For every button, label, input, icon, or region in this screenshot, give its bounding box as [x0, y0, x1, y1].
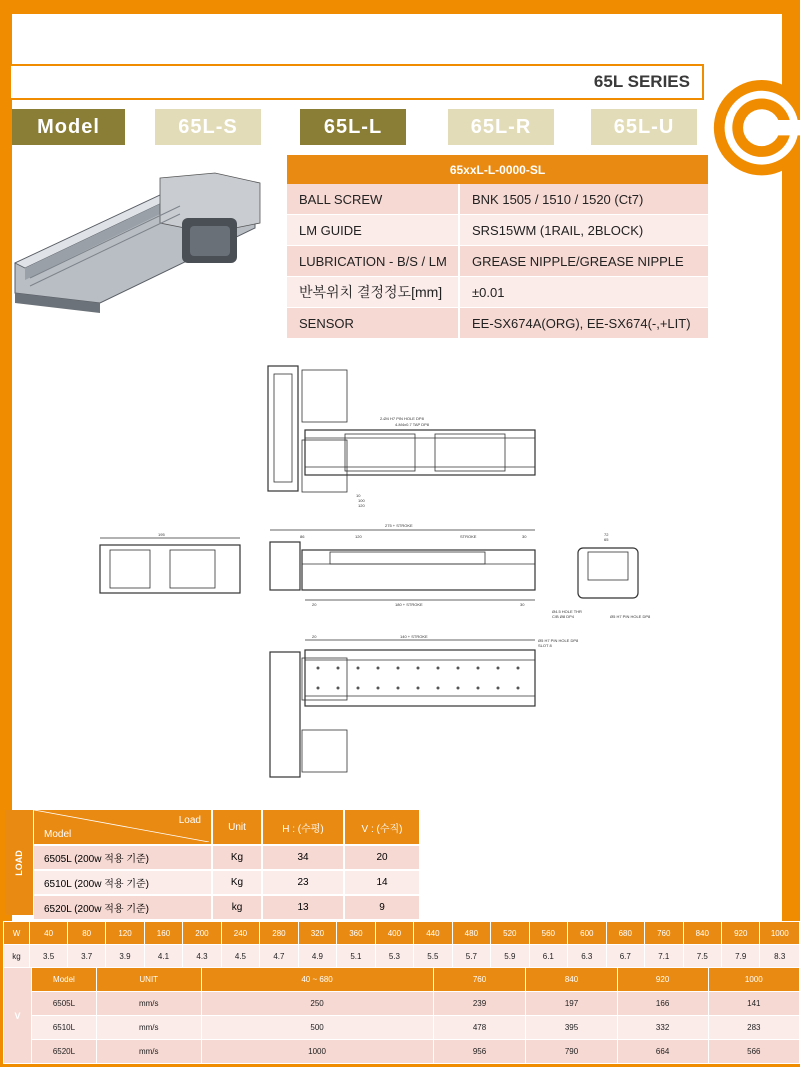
load-h: 23 — [261, 871, 343, 896]
kg-value: 3.7 — [68, 945, 106, 968]
speed-cell: 239 — [433, 992, 526, 1016]
kg-value: 4.1 — [144, 945, 182, 968]
speed-cell: 166 — [617, 992, 708, 1016]
drawing-label: 195 — [158, 532, 165, 537]
drawing-label: 20 — [312, 634, 317, 639]
drawing-label: 120 — [358, 503, 365, 508]
table-row — [4, 992, 800, 1016]
kg-value: 4.7 — [260, 945, 298, 968]
spec-row — [287, 308, 708, 339]
speed-header: 920 — [617, 968, 708, 992]
speed-table — [3, 967, 800, 1064]
drawing-label: 4-M4x0.7 TAP DP8 — [395, 422, 430, 427]
tab-65l-s[interactable]: 65L-S — [155, 109, 261, 145]
drawing-label: 180 + STROKE — [395, 602, 423, 607]
table-row — [34, 896, 419, 921]
speed-header-row — [4, 968, 800, 992]
speed-cell: 283 — [708, 1016, 799, 1040]
drawing-label: Ø5 H7 PIN HOLE DP8 — [538, 638, 579, 643]
load-v: 20 — [343, 846, 419, 871]
drawing-label: 86 — [300, 534, 305, 539]
drawing-label: Ø5 H7 PIN HOLE DP8 — [610, 614, 651, 619]
speed-cell: mm/s — [96, 1040, 201, 1064]
kg-value: 4.3 — [183, 945, 221, 968]
series-title: 65L SERIES — [593, 72, 690, 91]
speed-cell: mm/s — [96, 992, 201, 1016]
speed-cell: 664 — [617, 1040, 708, 1064]
table-row — [4, 1016, 800, 1040]
weight-kg-row — [4, 945, 800, 968]
w-value: 520 — [491, 922, 529, 945]
load-v: 9 — [343, 896, 419, 921]
table-row — [4, 1040, 800, 1064]
w-value: 160 — [144, 922, 182, 945]
spec-title: 65xxL-L-0000-SL — [287, 155, 708, 184]
drawing-label: 120 — [355, 534, 362, 539]
speed-cell: mm/s — [96, 1016, 201, 1040]
kg-value: 4.9 — [298, 945, 336, 968]
load-header-label: Load — [178, 815, 201, 826]
drawing-label: 10 — [356, 493, 361, 498]
speed-cell: 250 — [201, 992, 433, 1016]
speed-header: Model — [32, 968, 97, 992]
speed-cell: 566 — [708, 1040, 799, 1064]
speed-cell: 478 — [433, 1016, 526, 1040]
w-value: 680 — [606, 922, 644, 945]
speed-header: UNIT — [96, 968, 201, 992]
load-model: 6510L (200w 적용 기준) — [34, 871, 211, 896]
w-value: 360 — [337, 922, 375, 945]
load-unit: kg — [211, 896, 261, 921]
speed-cell: 1000 — [201, 1040, 433, 1064]
frame-top — [0, 0, 800, 14]
kg-value: 3.9 — [106, 945, 144, 968]
tab-model[interactable]: Model — [12, 109, 125, 145]
load-h: 34 — [261, 846, 343, 871]
spec-value: BNK 1505 / 1510 / 1520 (Ct7) — [459, 184, 708, 215]
w-value: 840 — [683, 922, 721, 945]
speed-cell: 6520L — [32, 1040, 97, 1064]
v-header: V : (수직) — [343, 810, 419, 846]
w-value: 560 — [529, 922, 567, 945]
drawing-label: 30 — [522, 534, 527, 539]
load-header-row — [34, 810, 419, 846]
table-row — [34, 871, 419, 896]
weight-w-row — [4, 922, 800, 945]
w-value: 120 — [106, 922, 144, 945]
speed-cell: 6505L — [32, 992, 97, 1016]
h-header: H : (수평) — [261, 810, 343, 846]
spec-table — [287, 155, 708, 339]
kg-value: 5.5 — [414, 945, 452, 968]
spec-row — [287, 215, 708, 246]
speed-side-label: V — [4, 968, 32, 1064]
speed-cell: 395 — [526, 1016, 617, 1040]
drawing-label: Ø4.5 HOLE THR — [552, 609, 582, 614]
load-model: 6520L (200w 적용 기준) — [34, 896, 211, 921]
spec-label: 반복위치 결정정도[mm] — [287, 277, 459, 308]
tab-65l-r[interactable]: 65L-R — [448, 109, 554, 145]
drawing-label: 140 + STROKE — [400, 634, 428, 639]
w-value: 320 — [298, 922, 336, 945]
w-value: 80 — [68, 922, 106, 945]
tab-65l-l[interactable]: 65L-L — [300, 109, 406, 145]
product-image — [10, 168, 280, 328]
kg-value: 5.7 — [452, 945, 490, 968]
kg-value: 7.9 — [722, 945, 760, 968]
speed-header: 1000 — [708, 968, 799, 992]
load-side-label: LOAD — [5, 810, 33, 915]
drawing-label: 72 — [604, 532, 609, 537]
tab-65l-u[interactable]: 65L-U — [591, 109, 697, 145]
drawing-label: 30 — [520, 602, 525, 607]
load-h: 13 — [261, 896, 343, 921]
technical-drawing — [90, 360, 690, 785]
kg-value: 7.5 — [683, 945, 721, 968]
weight-table — [3, 921, 800, 968]
load-unit: Kg — [211, 846, 261, 871]
series-title-bar — [9, 64, 704, 100]
spec-label: BALL SCREW — [287, 184, 459, 215]
drawing-label: 65 — [604, 537, 609, 542]
kg-value: 4.5 — [221, 945, 259, 968]
kg-value: 5.3 — [375, 945, 413, 968]
kg-value: 6.1 — [529, 945, 567, 968]
kg-value: 6.7 — [606, 945, 644, 968]
drawing-label: C/B Ø8 DP4 — [552, 614, 575, 619]
speed-cell: 500 — [201, 1016, 433, 1040]
w-value: 600 — [568, 922, 606, 945]
w-value: 760 — [645, 922, 683, 945]
spec-label: SENSOR — [287, 308, 459, 339]
speed-cell: 197 — [526, 992, 617, 1016]
kg-value: 8.3 — [760, 945, 800, 968]
spec-value: GREASE NIPPLE/GREASE NIPPLE — [459, 246, 708, 277]
kg-value: 5.1 — [337, 945, 375, 968]
drawing-label: SLOT 8 — [538, 643, 552, 648]
spec-row — [287, 184, 708, 215]
kg-value: 5.9 — [491, 945, 529, 968]
brand-logo-icon — [700, 70, 800, 220]
spec-value: EE-SX674A(ORG), EE-SX674(-,+LIT) — [459, 308, 708, 339]
w-label: W — [4, 922, 30, 945]
load-v: 14 — [343, 871, 419, 896]
w-value: 280 — [260, 922, 298, 945]
speed-cell: 141 — [708, 992, 799, 1016]
w-value: 400 — [375, 922, 413, 945]
w-value: 200 — [183, 922, 221, 945]
w-value: 440 — [414, 922, 452, 945]
speed-cell: 6510L — [32, 1016, 97, 1040]
kg-label: kg — [4, 945, 30, 968]
w-value: 480 — [452, 922, 490, 945]
spec-row — [287, 246, 708, 277]
drawing-label: 275 + STROKE — [385, 523, 413, 528]
load-model-header — [34, 810, 211, 846]
speed-header: 760 — [433, 968, 526, 992]
load-table — [34, 810, 419, 921]
spec-value: ±0.01 — [459, 277, 708, 308]
unit-header: Unit — [211, 810, 261, 846]
spec-row — [287, 277, 708, 308]
w-value: 40 — [30, 922, 68, 945]
load-model: 6505L (200w 적용 기준) — [34, 846, 211, 871]
spec-label: LM GUIDE — [287, 215, 459, 246]
w-value: 1000 — [760, 922, 800, 945]
load-unit: Kg — [211, 871, 261, 896]
drawing-label: 100 — [358, 498, 365, 503]
kg-value: 6.3 — [568, 945, 606, 968]
spec-value: SRS15WM (1RAIL, 2BLOCK) — [459, 215, 708, 246]
speed-header: 40 ~ 680 — [201, 968, 433, 992]
drawing-label: 2-Ø4 H7 PIN HOLE DP8 — [380, 416, 424, 421]
kg-value: 3.5 — [30, 945, 68, 968]
speed-cell: 956 — [433, 1040, 526, 1064]
spec-label: LUBRICATION - B/S / LM — [287, 246, 459, 277]
table-row — [34, 846, 419, 871]
w-value: 240 — [221, 922, 259, 945]
model-header-label: Model — [44, 829, 72, 840]
drawing-label: 20 — [312, 602, 317, 607]
drawing-label: STROKE — [460, 534, 477, 539]
speed-header: 840 — [526, 968, 617, 992]
w-value: 920 — [722, 922, 760, 945]
speed-cell: 332 — [617, 1016, 708, 1040]
speed-cell: 790 — [526, 1040, 617, 1064]
kg-value: 7.1 — [645, 945, 683, 968]
